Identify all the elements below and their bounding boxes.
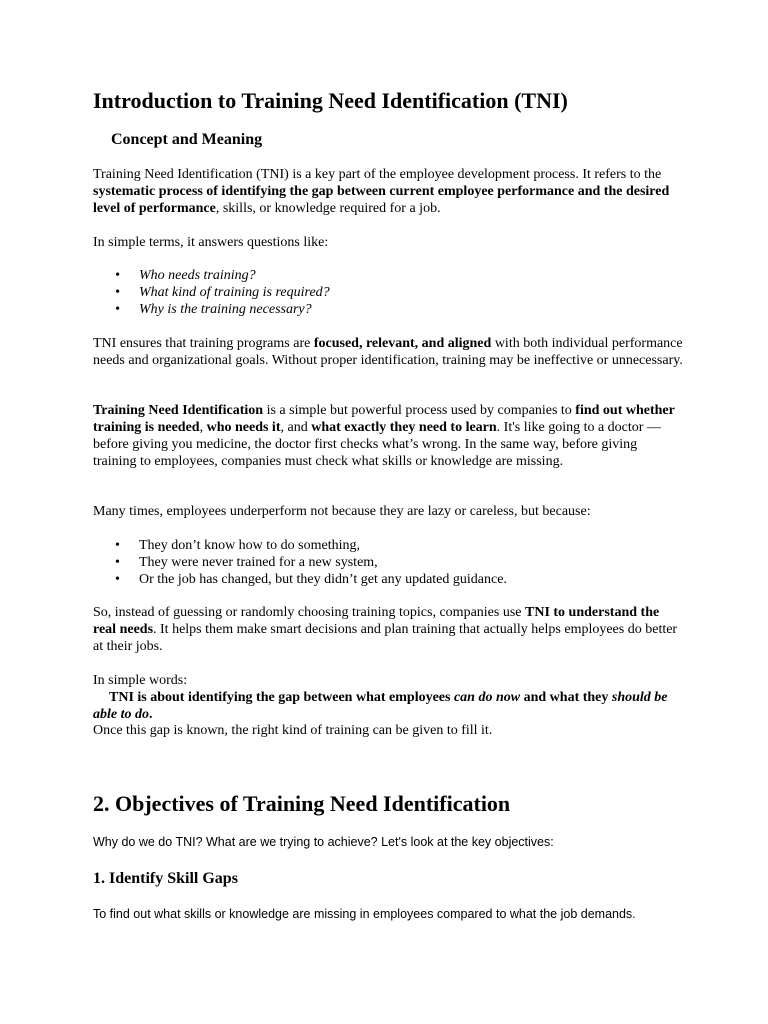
bold-text: who needs it — [206, 420, 281, 435]
bold-text: TNI is about identifying the gap between what employees — [109, 690, 454, 705]
paragraph-tni-ensures — [93, 335, 683, 369]
bold-text: . — [149, 707, 153, 722]
paragraph-key-summary — [93, 689, 683, 723]
text: . It helps them make smart decisions and plan training that actually helps employees do better at their jobs. — [93, 622, 678, 654]
text: , skills, or knowledge required for a job. — [215, 201, 441, 216]
bold-text: and what they — [520, 690, 612, 705]
list-item: • Who needs training? — [93, 267, 683, 284]
text: Training Need Identification (TNI) is a key part of the employee development process. It refers to the — [93, 167, 662, 182]
bold-italic-text: should be able to do — [93, 690, 668, 722]
list-item: • Or the job has changed, but they didn’t get any updated guidance. — [93, 571, 683, 588]
paragraph-gap-known: Once this gap is known, the right kind of training can be given to fill it. — [93, 723, 493, 738]
bold-text: focused, relevant, and aligned — [313, 336, 492, 351]
bold-text: what exactly they need to learn — [311, 420, 497, 435]
list-item: • Why is the training necessary? — [93, 301, 683, 318]
bold-text: systematic process of identifying the gap between current employee performance and the desired level of performance — [93, 184, 670, 216]
text: So, instead of guessing or randomly choosing training topics, companies use — [93, 605, 525, 620]
bold-text: TNI to understand the real needs — [93, 605, 660, 637]
section-heading-concept: Concept and Meaning — [111, 131, 263, 148]
text: . It's like going to a doctor — before giving you medicine, the doctor first checks what’s wrong. In the same way, before giving training to employees, companies must check what skills or knowledge are missing. — [93, 420, 661, 469]
questions-list — [93, 267, 683, 318]
text: TNI ensures that training programs are — [93, 336, 314, 351]
text: with both individual performance needs and organizational goals. Without proper identification, training may be ineffective or unnecessary. — [93, 336, 683, 368]
paragraph-simple-terms: In simple terms, it answers questions like: — [93, 235, 329, 250]
document-title: Introduction to Training Need Identification (TNI) — [93, 88, 568, 113]
reasons-list — [93, 537, 683, 588]
text: is a simple but powerful process used by companies to — [263, 403, 576, 418]
subheading-identify-skill-gaps: 1. Identify Skill Gaps — [93, 870, 238, 887]
bold-italic-text: can do now — [453, 690, 521, 705]
paragraph-simple-words: In simple words: — [93, 673, 188, 688]
list-item: • They were never trained for a new system, — [93, 554, 683, 571]
list-item: • What kind of training is required? — [93, 284, 683, 301]
paragraph-instead — [93, 604, 683, 655]
bold-text: Training Need Identification — [93, 403, 264, 418]
bold-text: find out whether training is needed — [93, 403, 675, 435]
paragraph-definition — [93, 166, 683, 217]
paragraph-tni-process — [93, 402, 683, 470]
text: , and — [280, 420, 312, 435]
list-item: • They don’t know how to do something, — [93, 537, 683, 554]
paragraph-identify-skill-gaps: To find out what skills or knowledge are missing in employees compared to what the job demands. — [93, 907, 636, 921]
section-title-objectives: 2. Objectives of Training Need Identification — [93, 791, 511, 816]
paragraph-underperform: Many times, employees underperform not because they are lazy or careless, but because: — [93, 504, 591, 519]
paragraph-objectives-intro: Why do we do TNI? What are we trying to achieve? Let's look at the key objectives: — [93, 835, 554, 849]
text: , — [199, 420, 207, 435]
